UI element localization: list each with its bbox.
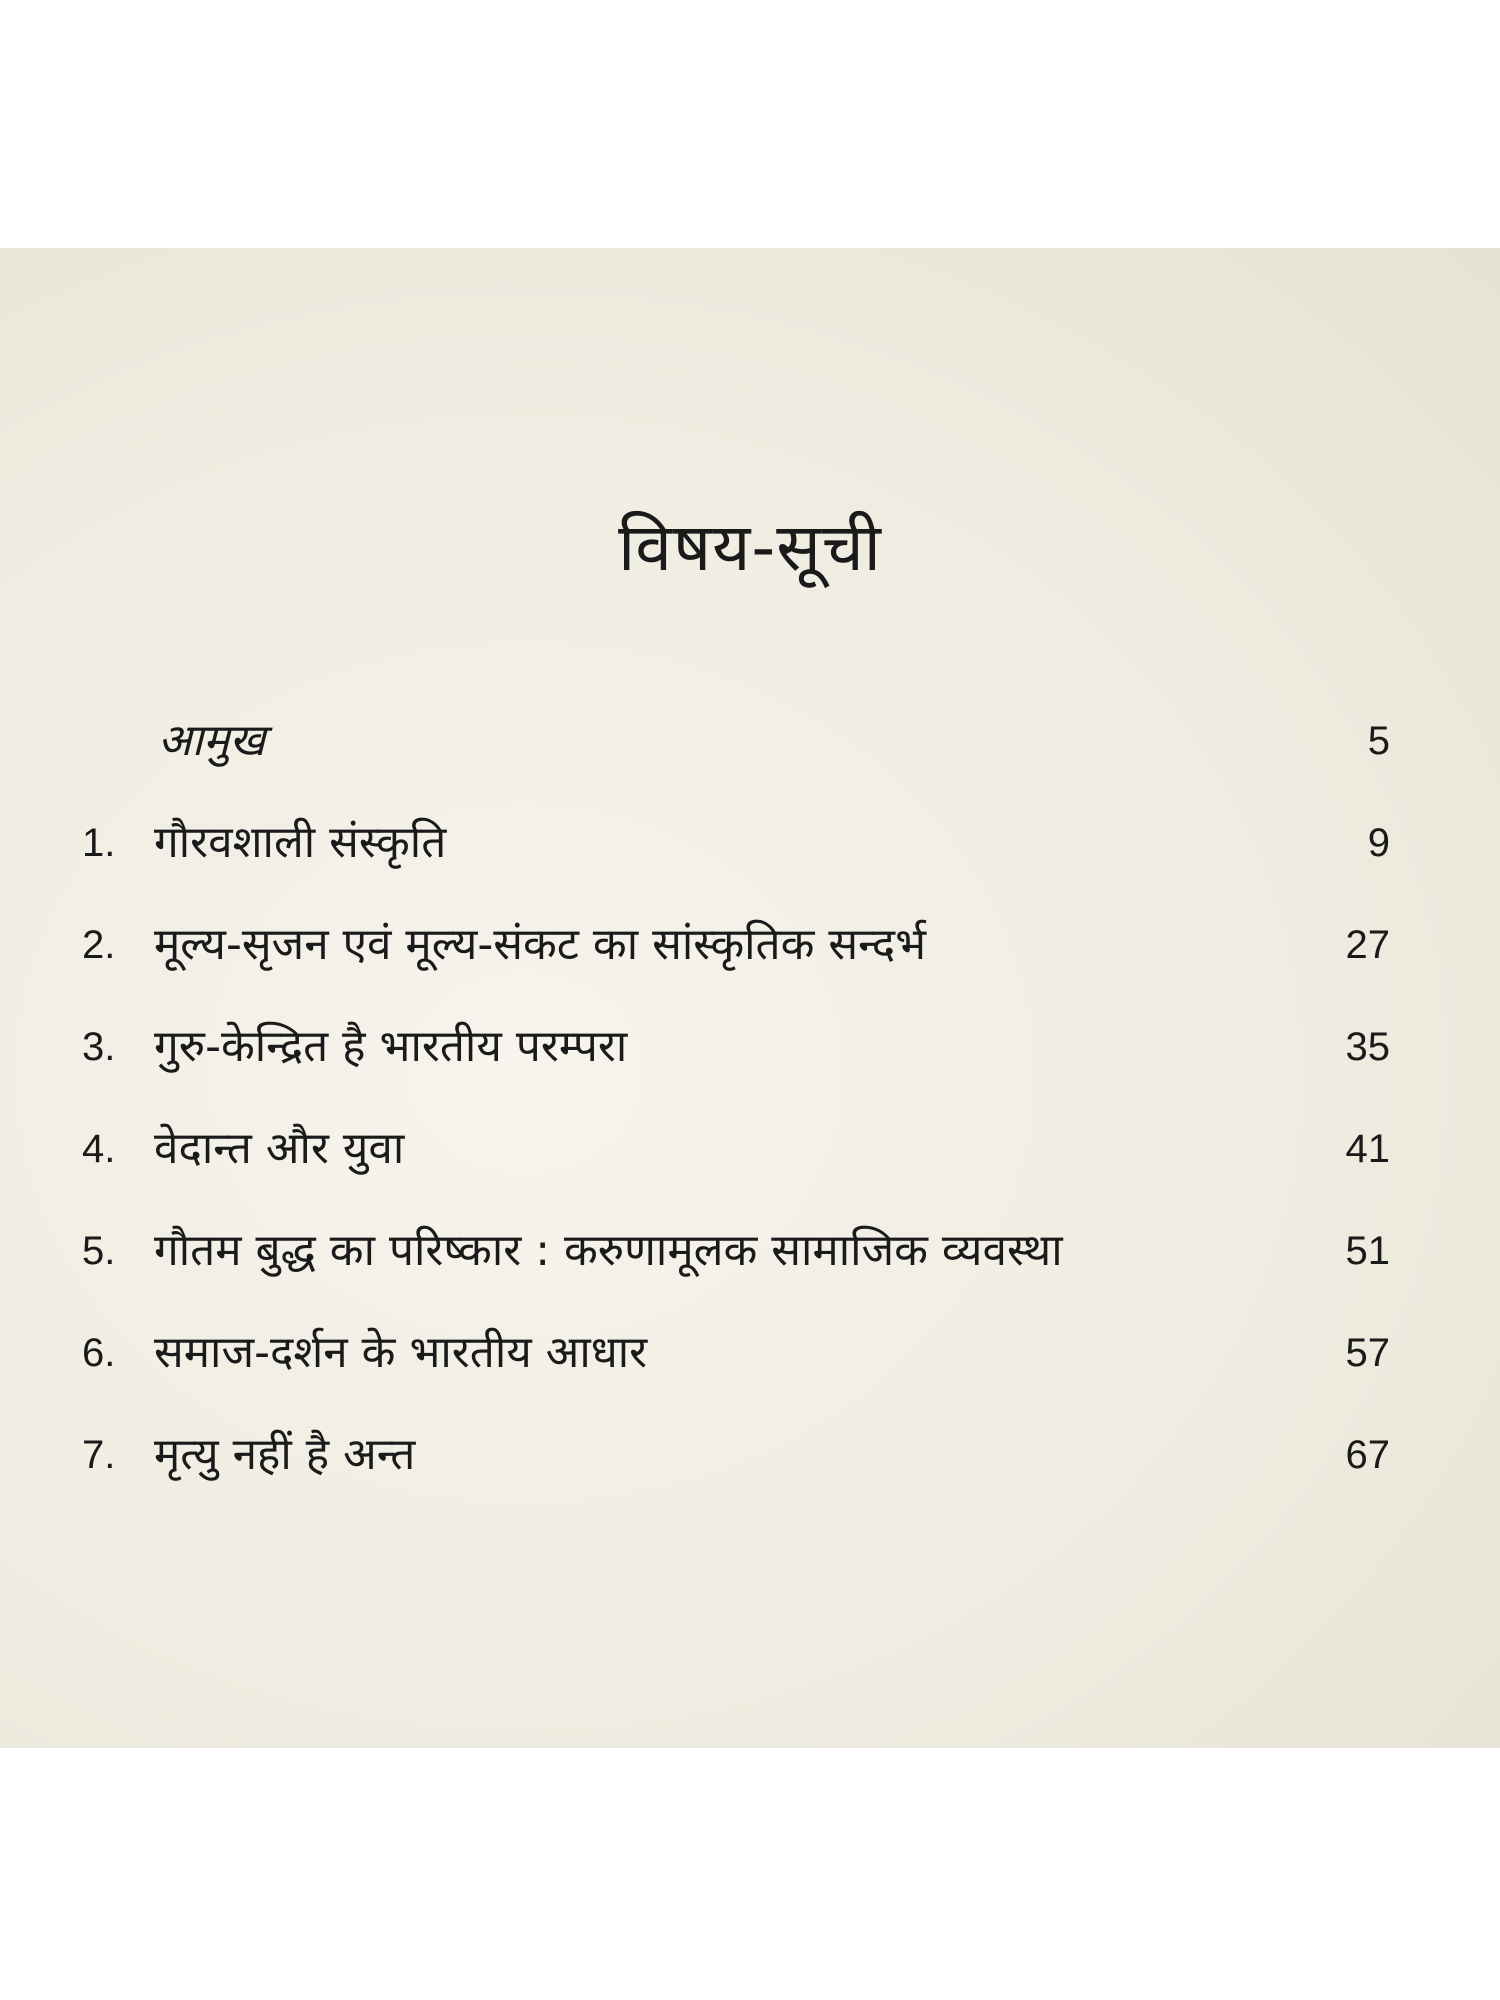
toc-entry-preface	[82, 690, 1390, 792]
toc-entry-number: 4.	[82, 1127, 116, 1171]
toc-entry-6	[82, 1302, 1390, 1404]
toc-entry-number: 2.	[82, 923, 116, 967]
toc-entry-page: 57	[1345, 1331, 1390, 1375]
page-title: विषय-सूची	[618, 509, 882, 586]
toc-entry-title: आमुख	[158, 715, 266, 766]
toc-entry-page: 27	[1345, 923, 1390, 967]
toc-entry-5	[82, 1200, 1390, 1302]
toc-entry-number: 3.	[82, 1025, 116, 1069]
toc-entry-page: 67	[1345, 1433, 1390, 1477]
toc-entry-number: 1.	[82, 821, 116, 865]
toc-entry-title: मूल्य-सृजन एवं मूल्य-संकट का सांस्कृतिक सन्दर्भ	[154, 919, 927, 970]
toc-entry-7	[82, 1404, 1390, 1506]
toc-entry-3	[82, 996, 1390, 1098]
toc-entry-title: गौरवशाली संस्कृति	[154, 817, 447, 868]
toc-entry-title: समाज-दर्शन के भारतीय आधार	[154, 1327, 648, 1378]
toc-entry-page: 35	[1345, 1025, 1390, 1069]
toc-entry-page: 5	[1367, 719, 1390, 763]
toc-entry-4	[82, 1098, 1390, 1200]
toc-entry-title: मृत्यु नहीं है अन्त	[154, 1429, 416, 1480]
table-of-contents	[82, 690, 1390, 1506]
toc-entry-title: गौतम बुद्ध का परिष्कार : करुणामूलक सामाजिक व्यवस्था	[154, 1225, 1063, 1276]
toc-entry-page: 9	[1367, 821, 1390, 865]
toc-entry-page: 51	[1345, 1229, 1390, 1273]
toc-entry-page: 41	[1345, 1127, 1390, 1171]
toc-entry-2	[82, 894, 1390, 996]
toc-entry-number: 6.	[82, 1331, 116, 1375]
toc-entry-number: 7.	[82, 1433, 116, 1477]
toc-entry-1	[82, 792, 1390, 894]
toc-entry-title: गुरु-केन्द्रित है भारतीय परम्परा	[154, 1021, 628, 1072]
toc-entry-number: 5.	[82, 1229, 116, 1273]
toc-entry-title: वेदान्त और युवा	[154, 1123, 405, 1174]
